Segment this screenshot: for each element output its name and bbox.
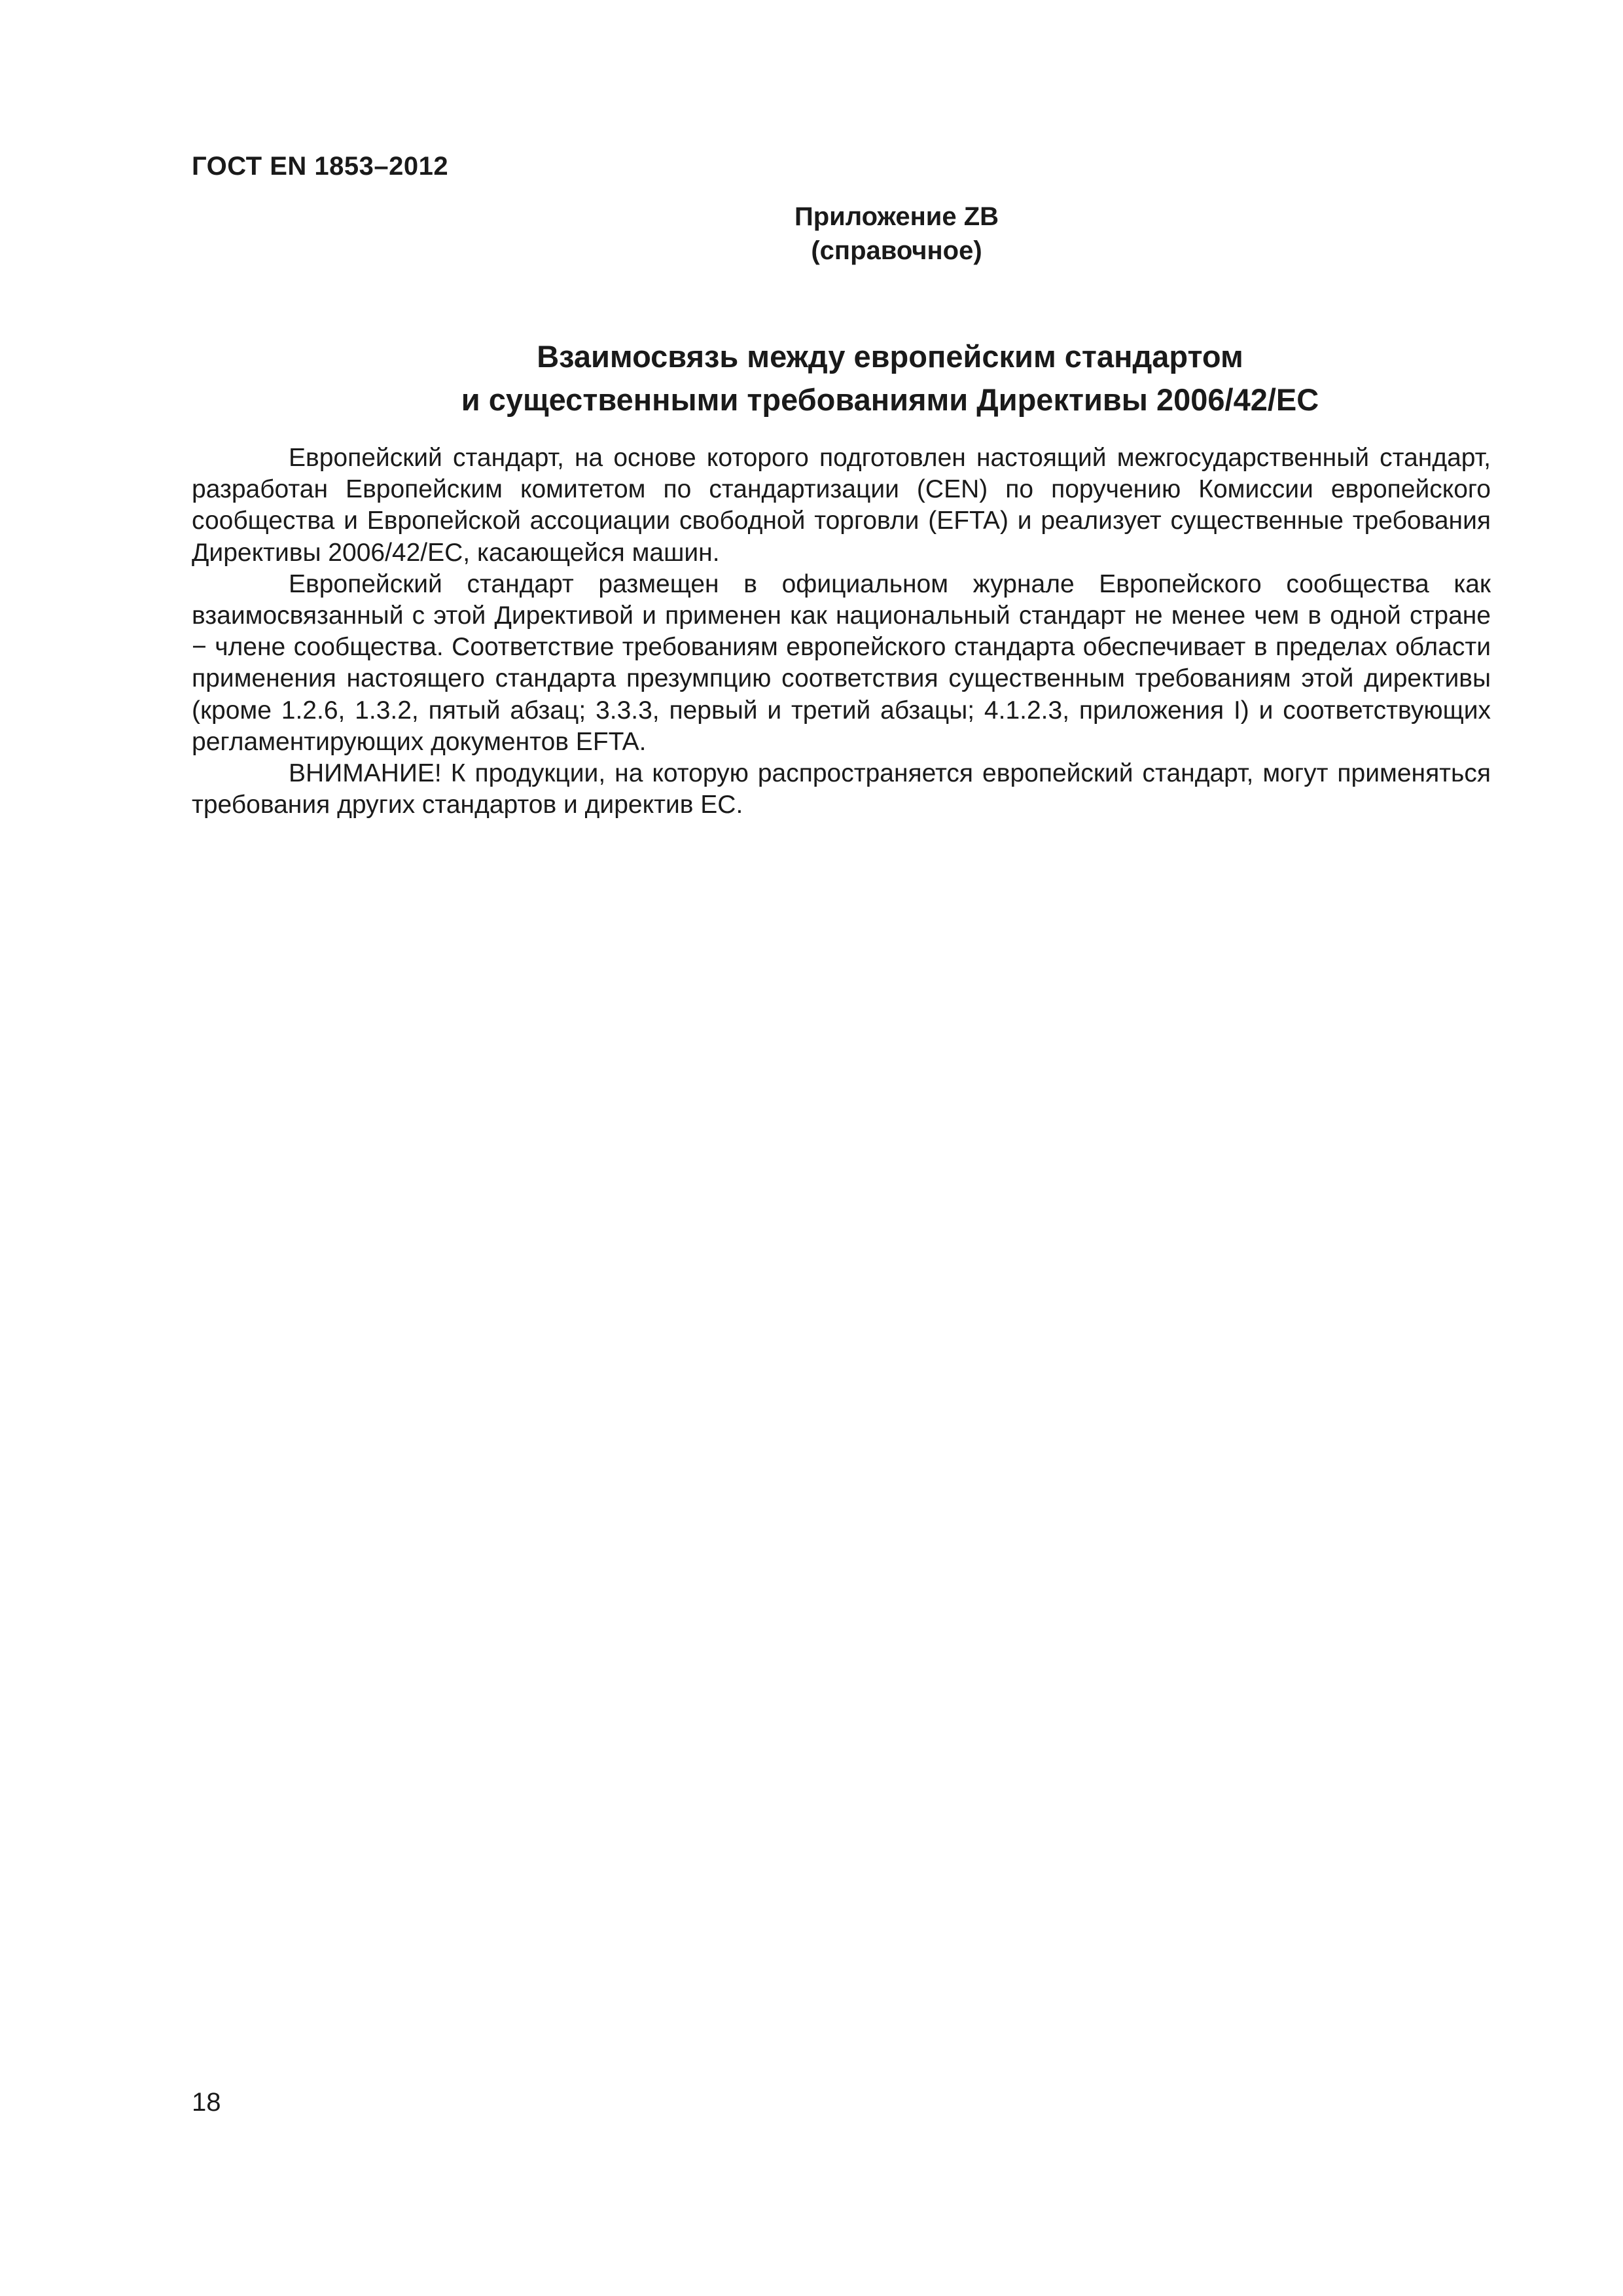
- annex-heading: [654, 200, 1139, 268]
- paragraph-2: Европейский стандарт размещен в официальном журнале Европейского сообщества как взаимосвязанный с этой Директивой и применен как национальный стандарт не менее чем в одной стране − члене сообщества. Соответствие требованиям европейского стандарта обеспечивает в пределах области применения настоящего стандарта презумпцию соответствия существенным требованиям этой директивы (кроме 1.2.6, 1.3.2, пятый абзац; 3.3.3, первый и третий абзацы; 4.1.2.3, приложения I) и соответствующих регламентирующих документов EFTA.: [192, 569, 1491, 756]
- paragraph-3: ВНИМАНИЕ! К продукции, на которую распространяется европейский стандарт, могут применяться требования других стандартов и директив ЕС.: [192, 759, 1491, 819]
- page-header-standard-id: ГОСТ EN 1853–2012: [192, 152, 449, 181]
- page-number: 18: [192, 2088, 221, 2117]
- annex-title-line-1: Взаимосвязь между европейским стандартом: [537, 339, 1243, 374]
- annex-label: Приложение ZB: [794, 202, 999, 231]
- paragraph-1: Европейский стандарт, на основе которого подготовлен настоящий межгосударственный стандарт, разработан Европейским комитетом по стандартизации (CEN) по поручению Комиссии европейского сообщества и Европейской ассоциации свободной торговли (EFTA) и реализует существенные требования Директивы 2006/42/ЕС, касающейся машин.: [192, 444, 1491, 567]
- annex-title-line-2: и существенными требованиями Директивы 2006/42/ЕС: [461, 382, 1319, 417]
- body-text: [192, 442, 1491, 821]
- annex-status: (справочное): [811, 236, 982, 265]
- annex-title: [288, 335, 1492, 422]
